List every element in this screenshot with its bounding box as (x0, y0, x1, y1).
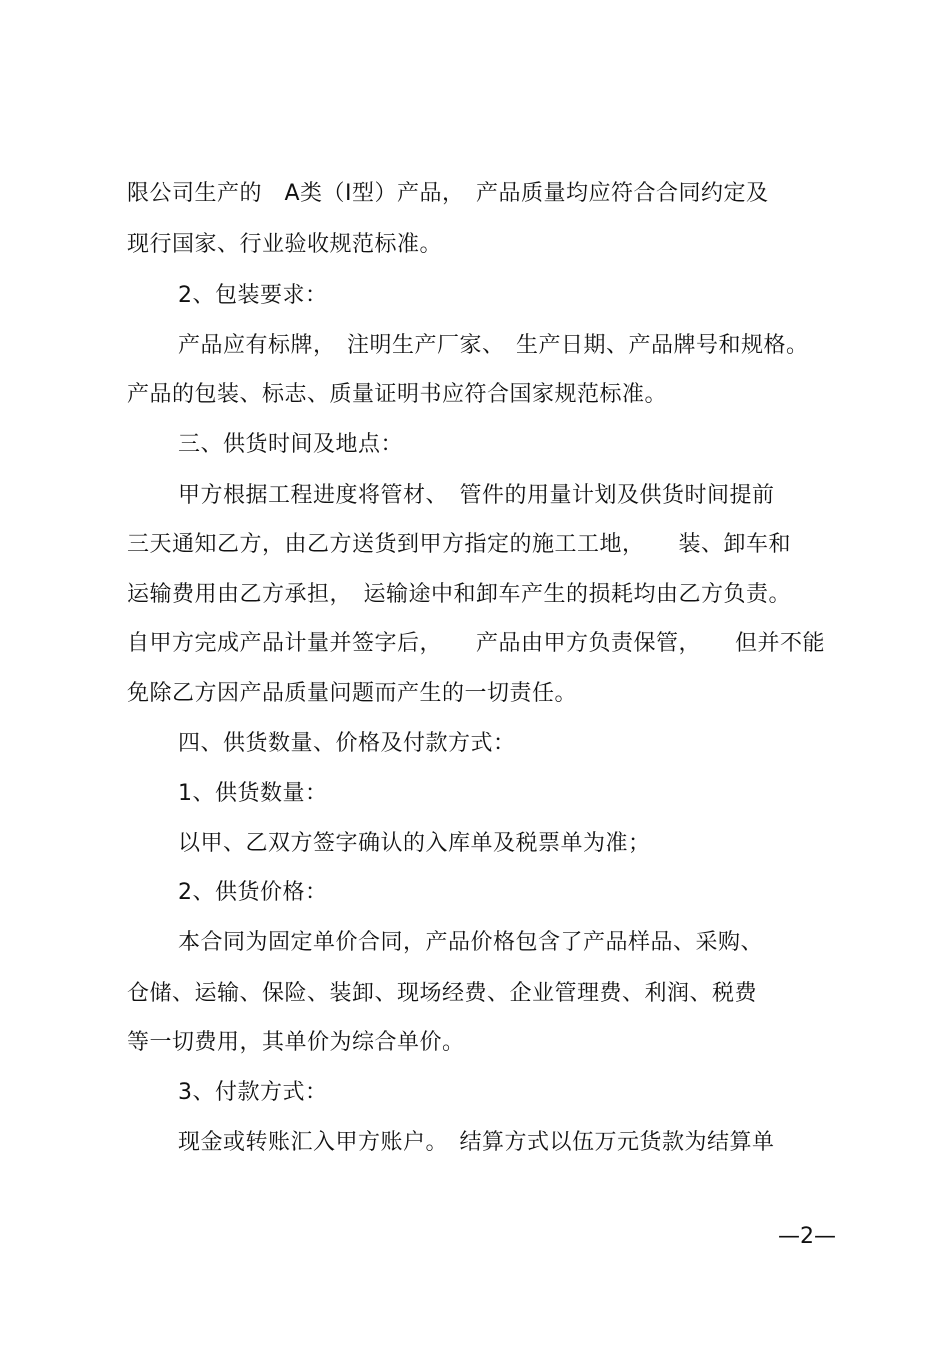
text-line: 运输费用由乙方承担， 运输途中和卸车产生的损耗均由乙方负责。 (127, 582, 792, 607)
text-line: 现金或转账汇入甲方账户。 结算方式以伍万元货款为结算单 (178, 1130, 775, 1155)
text-line: 甲方根据工程进度将管材、 管件的用量计划及供货时间提前 (178, 483, 775, 508)
text-line: 限公司生产的 A类（Ⅰ型）产品， 产品质量均应符合合同约定及 (127, 181, 769, 206)
text-line: 仓储、运输、保险、装卸、现场经费、企业管理费、利润、税费 (127, 981, 758, 1006)
text-line: 以甲、乙双方签字确认的入库单及税票单为准； (178, 831, 651, 856)
text-line: 等一切费用，其单价为综合单价。 (127, 1030, 465, 1055)
text-line: 免除乙方因产品质量问题而产生的一切责任。 (127, 681, 578, 706)
text-line: 3、付款方式： (178, 1080, 328, 1105)
text-line: 产品的包装、标志、质量证明书应符合国家规范标准。 (127, 382, 668, 407)
text-line: 现行国家、行业验收规范标准。 (127, 232, 443, 257)
page-number: —2— (778, 1224, 836, 1249)
text-line: 四、供货数量、价格及付款方式： (178, 731, 516, 756)
text-line: 自甲方完成产品计量并签字后， 产品由甲方负责保管， 但并不能 (127, 631, 826, 656)
text-line: 本合同为固定单价合同，产品价格包含了产品样品、采购、 (178, 930, 764, 955)
text-line: 产品应有标牌， 注明生产厂家、 生产日期、产品牌号和规格。 (178, 333, 809, 358)
text-line: 三天通知乙方，由乙方送货到甲方指定的施工工地， 装、卸车和 (127, 532, 792, 557)
text-line: 三、供货时间及地点： (178, 432, 404, 457)
text-line: 2、供货价格： (178, 880, 328, 905)
text-line: 1、供货数量： (178, 781, 328, 806)
text-line: 2、包装要求： (178, 283, 328, 308)
